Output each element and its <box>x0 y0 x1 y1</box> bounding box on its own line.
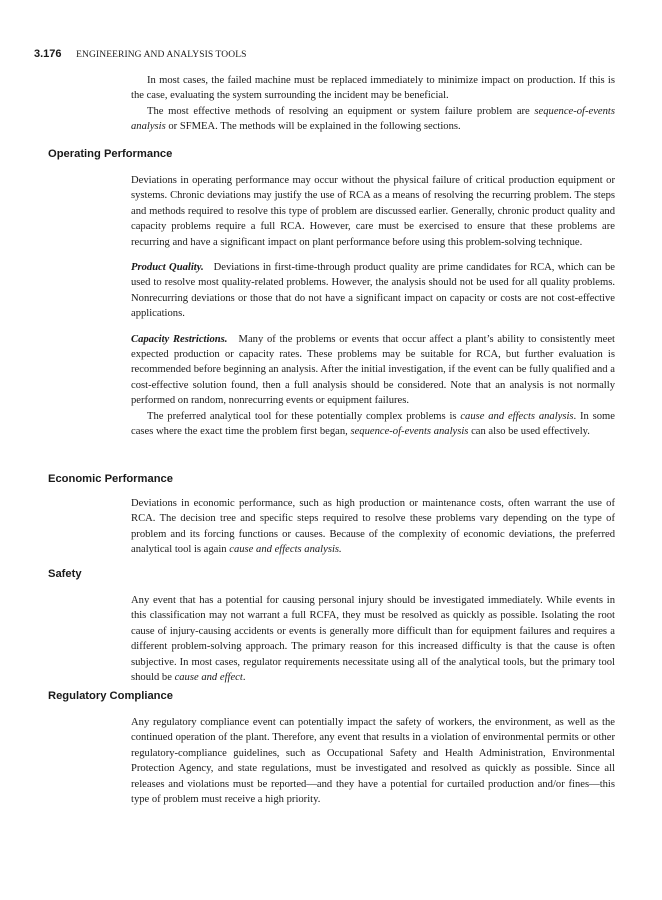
heading-operating-performance: Operating Performance <box>48 148 173 160</box>
heading-regulatory-compliance: Regulatory Compliance <box>48 690 173 702</box>
regulatory-paragraph: Any regulatory compliance event can potentially impact the safety of workers, the environment, as well as the continued operation of the plant. Therefore, any event that results in a violation of environmental permits or other regulatory-compliance guidelines, such as Occupational Safety and Health Administration, Environmental Protection Agency, and state regulations, must be investigated and resolved as quickly as possible. Since all releases and violations must be reported—and they have a potential for curtailed production and/or fines—this type of problem must receive a high priority. <box>131 717 615 806</box>
economic-performance-block <box>131 496 615 558</box>
running-title: ENGINEERING AND ANALYSIS TOOLS <box>76 50 247 60</box>
operating-paragraph-1: Deviations in operating performance may occur without the physical failure of critical production equipment or systems. Chronic deviations may justify the use of RCA as a means of resolving the recurring problem. The steps and methods required to resolve this type of problem are discussed earlier. Generally, chronic product quality and capacity problems require a full RCA. However, care must be exercised to ensure that these problems are recurring and have a significant impact on plant performance before using this problem-solving technique. <box>131 175 615 248</box>
safety-block <box>131 593 615 685</box>
intro-paragraph-2: The most effective methods of resolving an equipment or system failure problem are sequence-of-events analysis or SFMEA. The methods will be explained in the following sections. <box>131 105 615 133</box>
operating-paragraph-4: The preferred analytical tool for these potentially complex problems is cause and effects analysis. In some cases where the exact time the problem first began, sequence-of-events analysis can also be used effectively. <box>131 410 615 438</box>
regulatory-compliance-block <box>131 715 615 807</box>
heading-economic-performance: Economic Performance <box>48 473 173 485</box>
economic-paragraph: Deviations in economic performance, such as high production or maintenance costs, often warrant the use of RCA. The decision tree and specific steps required to resolve these problems vary depending on the type of problem and its forcing functions or causes. Because of the complexity of economic deviations, the preferred analytical tool is again cause and effects analysis. <box>131 498 615 556</box>
page-number: 3.176 <box>34 48 62 60</box>
heading-safety: Safety <box>48 568 82 580</box>
intro-paragraph-1: In most cases, the failed machine must be replaced immediately to minimize impact on production. If this is the case, evaluating the system surrounding the incident may be beneficial. <box>131 75 615 102</box>
intro-block <box>131 73 615 135</box>
capacity-restrictions-paragraph: Capacity Restrictions. Many of the problems or events that occur affect a plant’s ability to consistently meet expected production or capacity rates. These problems may be suitable for RCA, but further evaluation is recommended before beginning an analysis. After the initial investigation, if the event can be fully qualified and a cost-effective solution found, then a full analysis should be considered. Note that an analysis is not normally performed on random, nonrecurring events or equipment failures. <box>131 333 616 407</box>
product-quality-paragraph: Product Quality. Deviations in first-time-through product quality are prime candidates for RCA, which can be used to resolve most quality-related problems. However, the analysis should not be used for all quality problems. Nonrecurring deviations or those that do not have a significant impact on capacity or costs are not cost-effective applications. <box>131 262 615 320</box>
safety-paragraph: Any event that has a potential for causing personal injury should be investigated immediately. While events in this classification may not warrant a full RCFA, they must be resolved as quickly as possible. Isolating the root cause of injury-causing accidents or events is generally more difficult than for equipment failures and requires a different problem-solving approach. The primary reason for this increased difficulty is that the cause is often subjective. In most cases, regulator requirements necessitate using all of the analytical tools, but the primary tool should be cause and effect. <box>131 595 615 684</box>
running-header <box>34 48 246 60</box>
operating-performance-block <box>131 173 615 440</box>
